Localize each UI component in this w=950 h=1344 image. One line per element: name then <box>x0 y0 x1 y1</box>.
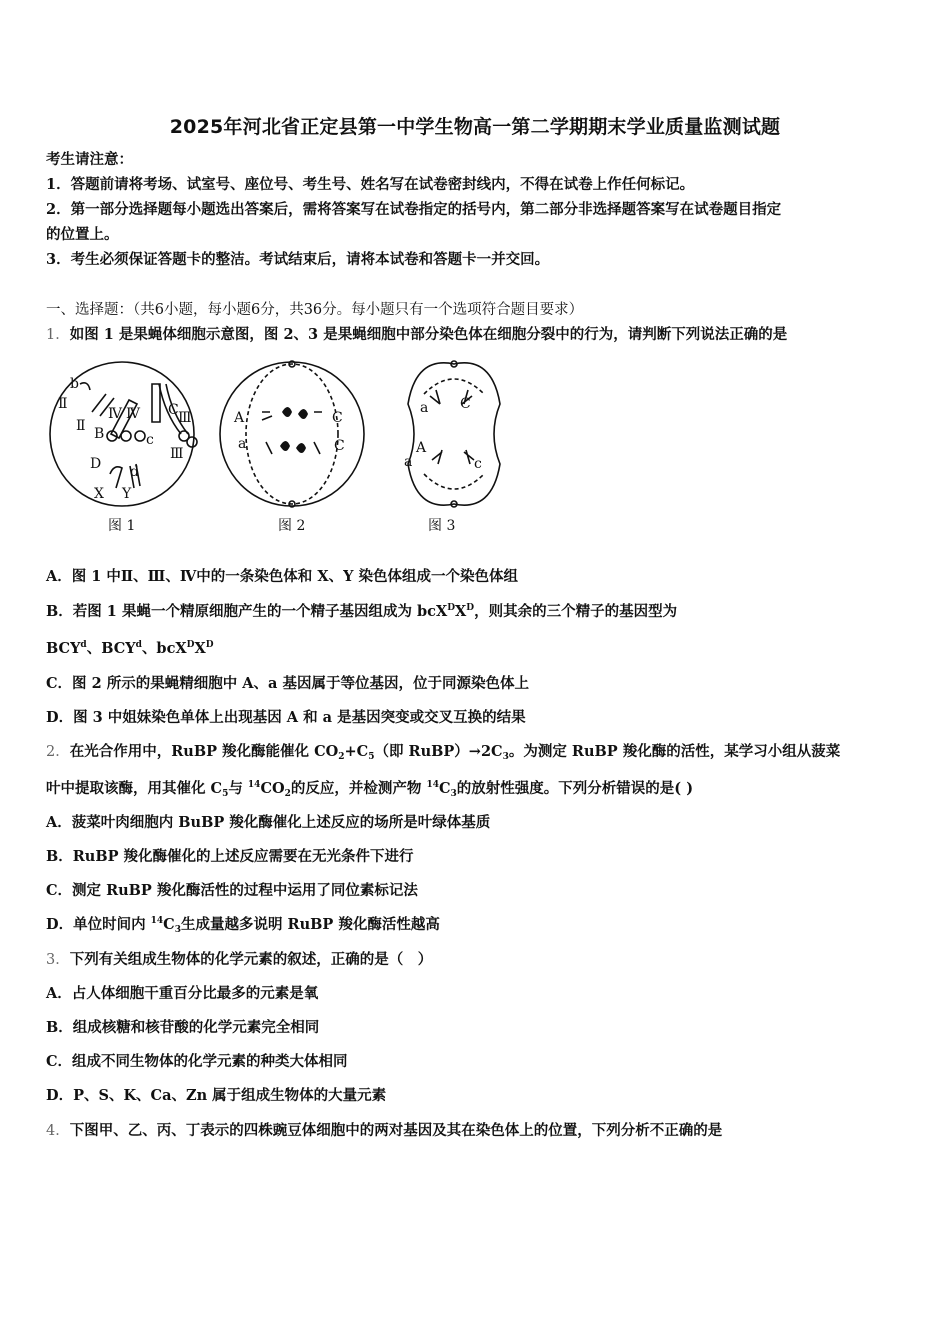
question-1-stem <box>46 325 906 345</box>
question-3-option-b: B．组成核糖和核苷酸的化学元素完全相同 <box>46 1019 320 1036</box>
question-2-option-b: B．RuBP 羧化酶催化的上述反应需要在无光条件下进行 <box>46 848 414 865</box>
page-title: 2025年河北省正定县第一中学生物高一第二学期期末学业质量监测试题 <box>169 116 781 138</box>
question-4-stem: 4．下图甲、乙、丙、丁表示的四株豌豆体细胞中的两对基因及其在染色体上的位置，下列分析不正确的是 <box>46 1122 723 1139</box>
figure-group <box>44 354 514 544</box>
question-1-option-d: D．图 3 中姐妹染色单体上出现基因 A 和 a 是基因突变或交叉互换的结果 <box>46 709 526 726</box>
figure-caption: 图 3 <box>428 518 456 534</box>
fig1-label: B <box>94 426 105 442</box>
question-1-option-c: C．图 2 所示的果蝇精细胞中 A、a 基因属于等位基因，位于同源染色体上 <box>46 675 529 692</box>
fig1-label: Ⅲ <box>170 446 184 462</box>
fig1-label: Ⅱ <box>76 418 86 434</box>
question-3-stem: 3．下列有关组成生物体的化学元素的叙述，正确的是（ ） <box>46 951 433 968</box>
fig1-label: c <box>146 432 154 448</box>
question-1-option-a: A．图 1 中Ⅱ、Ⅲ、Ⅳ中的一条染色体和 X、Y 染色体组成一个染色体组 <box>46 568 518 585</box>
notice-item: 2．第一部分选择题每小题选出答案后，需将答案写在试卷指定的括号内，第二部分非选择题答案写在试卷题目指定 <box>46 201 782 218</box>
question-2-option-c: C．测定 RuBP 羧化酶活性的过程中运用了同位素标记法 <box>46 882 418 899</box>
fig3-cell-outline <box>408 363 500 505</box>
fig3-label: c <box>474 456 482 472</box>
question-1-option-b: B．若图 1 果蝇一个精原细胞产生的一个精子基因组成为 $bcX^DX^D$，则其余的三个精子的基因型为 <box>46 603 678 620</box>
fig1-label: Ⅳ <box>108 406 122 422</box>
fig3-label: a <box>420 400 429 416</box>
notice-heading: 考生请注意： <box>46 151 133 168</box>
cell-figures <box>44 354 514 544</box>
fig1-label: X <box>94 486 104 502</box>
question-number: 1． <box>46 327 70 343</box>
question-1-option-b-cont: BCY$^d$、BCY$^d$、$bcX^DX^D$ <box>46 640 214 657</box>
fig1-label: b <box>70 376 79 392</box>
figure-caption: 图 1 <box>108 518 136 534</box>
fig1-label: Y <box>122 486 132 502</box>
question-text: 如图 1 是果蝇体细胞示意图，图 2、3 是果蝇细胞中部分染色体在细胞分裂中的行为，请判断下列说法正确的是 <box>69 326 788 343</box>
question-2-option-d: D．单位时间内 $^{14}C_3$生成量越多说明 RuBP 羧化酶活性越高 <box>46 916 440 935</box>
fig3-label: a <box>404 454 413 470</box>
question-2-option-a: A．菠菜叶肉细胞内 BuBP 羧化酶催化上述反应的场所是叶绿体基质 <box>46 814 491 831</box>
fig3-label: C <box>460 396 471 412</box>
question-3-option-d: D．P、S、K、Ca、Zn 属于组成生物体的大量元素 <box>46 1087 387 1104</box>
question-2-stem: 2．在光合作用中，RuBP 羧化酶能催化 $CO_2+C_5$（即 $RuBP)\to 2C_3$。为测定 RuBP 羧化酶的活性，某学习小组从菠菜 <box>46 743 841 762</box>
fig2-label: C <box>334 438 345 454</box>
section-heading: 一、选择题：（共6小题，每小题6分，共36分。每小题只有一个选项符合题目要求） <box>46 302 584 318</box>
fig1-label: Ⅲ <box>178 410 192 426</box>
question-2-stem-cont: 叶中提取该酶，用其催化 $C_5$与 $^{14}CO_2$的反应，并检测产物 $^{14}C_3$的放射性强度。下列分析错误的是( ) <box>46 780 694 799</box>
notice-item: 的位置上。 <box>46 226 119 243</box>
fig1-label: Ⅳ <box>126 406 140 422</box>
fig2-label: a <box>238 436 247 452</box>
fig2-label: C <box>332 410 343 426</box>
fig1-label: C <box>168 402 179 418</box>
notice-item: 1．答题前请将考场、试室号、座位号、考生号、姓名写在试卷密封线内，不得在试卷上作任何标记。 <box>46 176 695 193</box>
fig1-label: d <box>130 464 139 480</box>
fig2-label: A <box>234 410 245 426</box>
figure-caption: 图 2 <box>278 518 306 534</box>
question-3-option-c: C．组成不同生物体的化学元素的种类大体相同 <box>46 1053 348 1070</box>
fig1-label: D <box>90 456 102 472</box>
fig3-label: A <box>416 440 427 456</box>
fig1-label: Ⅱ <box>58 396 68 412</box>
notice-item: 3．考生必须保证答题卡的整洁。考试结束后，请将本试卷和答题卡一并交回。 <box>46 251 550 268</box>
fig2-cell-outline <box>220 362 364 506</box>
question-3-option-a: A．占人体细胞干重百分比最多的元素是氧 <box>46 985 319 1002</box>
